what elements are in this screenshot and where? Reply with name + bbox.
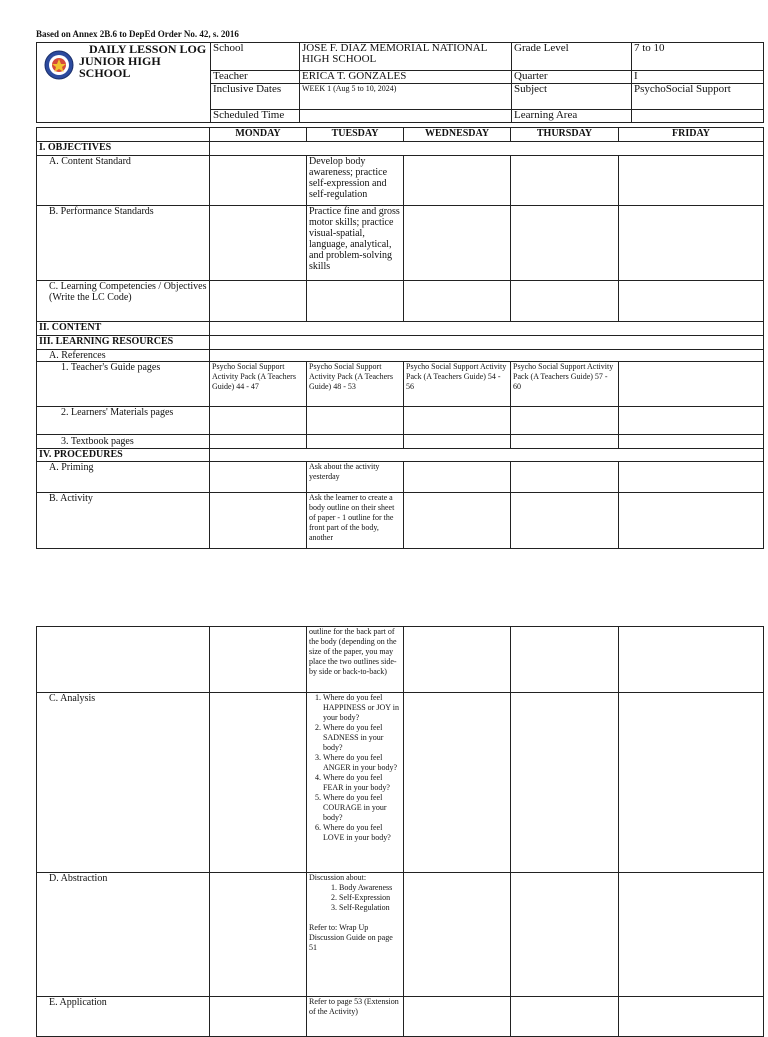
abstraction-label: D. Abstraction [37, 873, 210, 997]
textbook-label: 3. Textbook pages [37, 435, 210, 449]
abstraction-topics [309, 883, 401, 913]
teacher-label: Teacher [211, 71, 300, 84]
list-item: 6. Where do you feel LOVE in your body? [323, 823, 401, 843]
list-item: 1. Body Awareness [339, 883, 401, 893]
quarter-value: I [632, 71, 764, 84]
performance-standards-label: B. Performance Standards [37, 206, 210, 281]
analysis-label: C. Analysis [37, 693, 210, 873]
application-label: E. Application [37, 997, 210, 1037]
school-label: School [211, 43, 300, 71]
competencies-label: C. Learning Competencies / Objectives (Write the LC Code) [37, 281, 210, 322]
list-item: 3. Self-Regulation [339, 903, 401, 913]
quarter-label: Quarter [512, 71, 632, 84]
activity-tuesday: Ask the learner to create a body outline on their sheet of paper - 1 outline for the front part of the body, another [307, 493, 404, 549]
grade-label: Grade Level [512, 43, 632, 71]
teacher-value: ERICA T. GONZALES [300, 71, 512, 84]
subject-value: PsychoSocial Support [632, 84, 764, 110]
dates-value: WEEK 1 (Aug 5 to 10, 2024) [300, 84, 512, 110]
day-header-friday: FRIDAY [619, 128, 764, 142]
learners-materials-label: 2. Learners' Materials pages [37, 407, 210, 435]
time-label: Scheduled Time [211, 110, 300, 123]
list-item: 4. Where do you feel FEAR in your body? [323, 773, 401, 793]
application-tuesday: Refer to page 53 (Extension of the Activity) [307, 997, 404, 1037]
day-header-monday: MONDAY [210, 128, 307, 142]
header-logo-cell [37, 43, 211, 123]
day-header-thursday: THURSDAY [511, 128, 619, 142]
dates-label: Inclusive Dates [211, 84, 300, 110]
annex-note: Based on Annex 2B.6 to DepEd Order No. 42, s. 2016 [36, 29, 239, 39]
teachers-guide-wednesday: Psycho Social Support Activity Pack (A Teachers Guide) 54 - 56 [404, 362, 511, 407]
performance-standards-tuesday: Practice fine and gross motor skills; practice visual-spatial, language, analytical, and problem-solving skills [307, 206, 404, 281]
list-item: 1. Where do you feel HAPPINESS or JOY in your body? [323, 693, 401, 723]
list-item: 2. Where do you feel SADNESS in your body? [323, 723, 401, 753]
list-item: 2. Self-Expression [339, 893, 401, 903]
lesson-table-continued [36, 626, 764, 1037]
area-label: Learning Area [512, 110, 632, 123]
day-header-blank [37, 128, 210, 142]
subject-label: Subject [512, 84, 632, 110]
priming-label: A. Priming [37, 462, 210, 493]
content-standard-tuesday: Develop body awareness; practice self-expression and self-regulation [307, 156, 404, 206]
time-value [300, 110, 512, 123]
content-heading: II. CONTENT [37, 322, 210, 336]
header-table [36, 42, 764, 123]
teachers-guide-monday: Psycho Social Support Activity Pack (A Teachers Guide) 44 - 47 [210, 362, 307, 407]
analysis-questions [309, 693, 401, 843]
log-title: DAILY LESSON LOG [89, 42, 207, 56]
teachers-guide-thursday: Psycho Social Support Activity Pack (A Teachers Guide) 57 - 60 [511, 362, 619, 407]
procedures-heading: IV. PROCEDURES [37, 449, 210, 462]
objectives-heading: I. OBJECTIVES [37, 142, 210, 156]
school-level-title: JUNIOR HIGH SCHOOL [79, 54, 161, 80]
lesson-table [36, 127, 764, 549]
area-value [632, 110, 764, 123]
list-item: 5. Where do you feel COURAGE in your body? [323, 793, 401, 823]
resources-heading: III. LEARNING RESOURCES [37, 336, 210, 350]
analysis-tuesday [307, 693, 404, 873]
day-header-tuesday: TUESDAY [307, 128, 404, 142]
day-header-wednesday: WEDNESDAY [404, 128, 511, 142]
teachers-guide-tuesday: Psycho Social Support Activity Pack (A Teachers Guide) 48 - 53 [307, 362, 404, 407]
references-label: A. References [37, 350, 210, 362]
grade-value: 7 to 10 [632, 43, 764, 71]
school-value: JOSE F. DIAZ MEMORIAL NATIONAL HIGH SCHOOL [300, 43, 512, 71]
priming-tuesday: Ask about the activity yesterday [307, 462, 404, 493]
content-standard-label: A. Content Standard [37, 156, 210, 206]
teachers-guide-label: 1. Teacher's Guide pages [37, 362, 210, 407]
abstraction-tuesday: Discussion about: 1. Body Awareness 2. Self-Expression 3. Self-Regulation Refer to: Wrap Up Discussion Guide on page 51 [307, 873, 404, 997]
list-item: 3. Where do you feel ANGER in your body? [323, 753, 401, 773]
activity-label: B. Activity [37, 493, 210, 549]
activity-tuesday-continued: outline for the back part of the body (depending on the size of the paper, you may place the two outlines side-by side or back-to-back) [307, 627, 404, 693]
